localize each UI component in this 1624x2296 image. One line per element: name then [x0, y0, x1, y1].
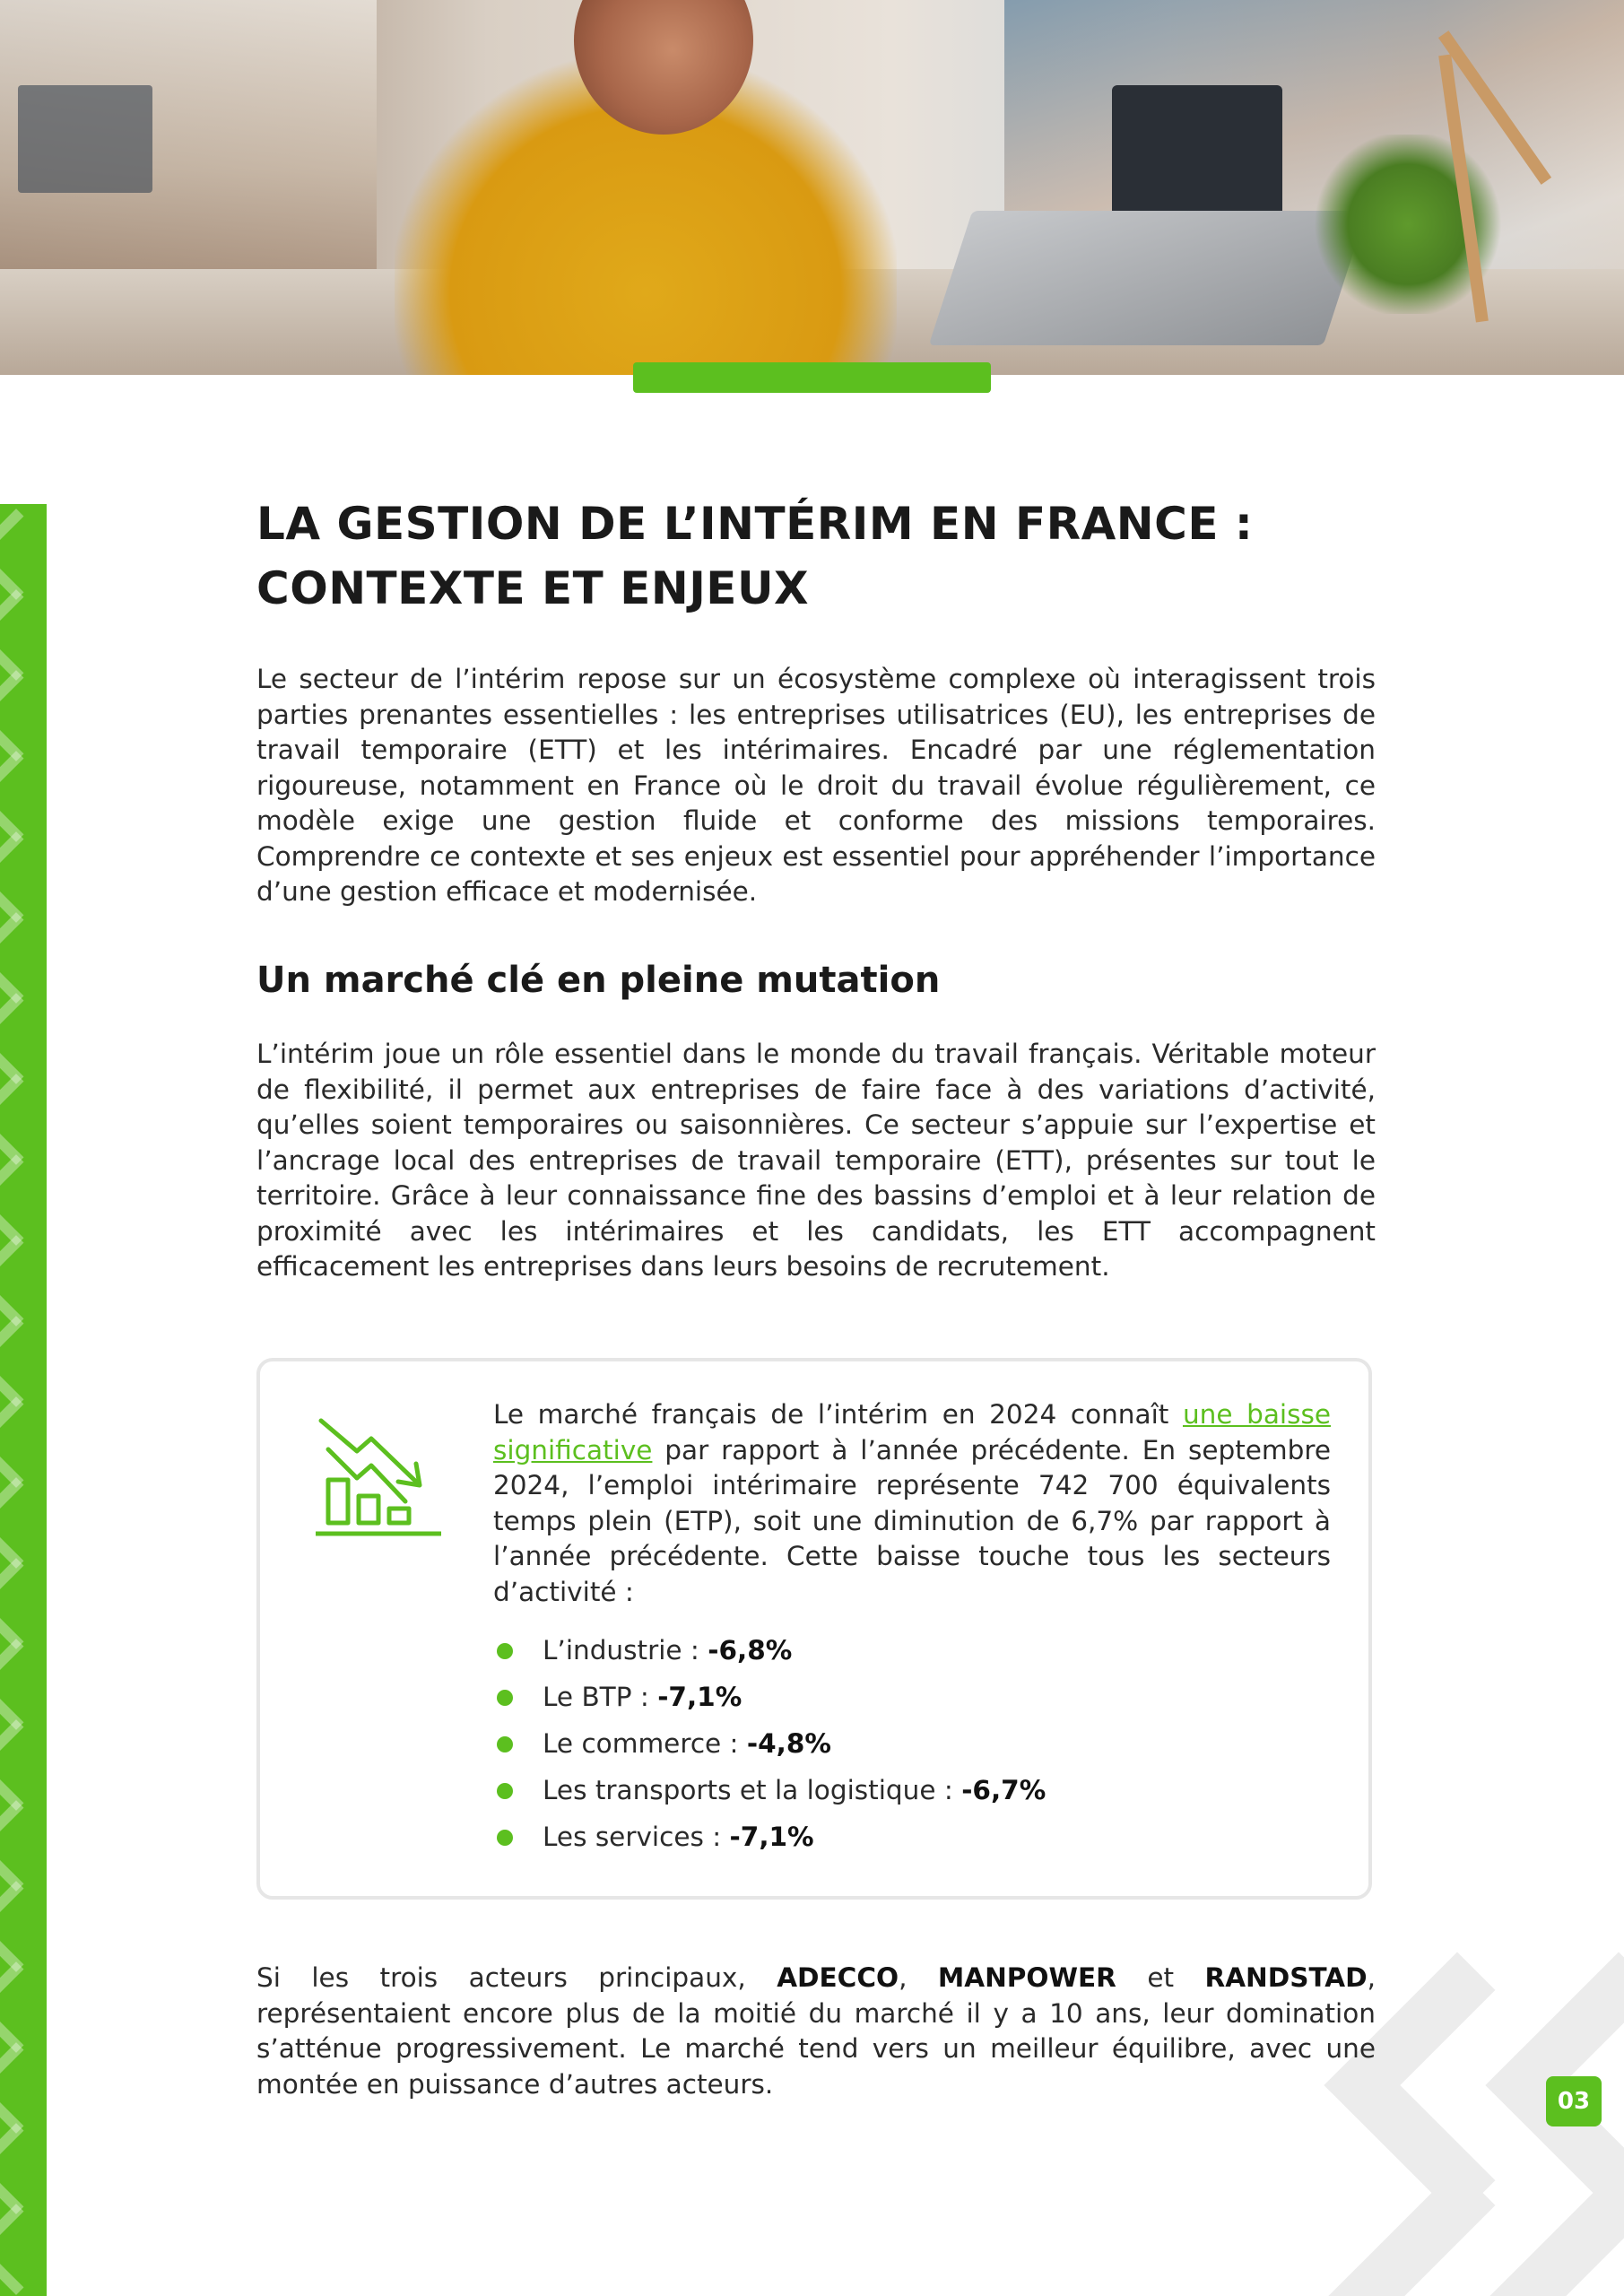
separator: , — [899, 1962, 938, 1993]
page-title — [256, 491, 1333, 621]
sector-label: Les services : — [543, 1822, 730, 1852]
players-text-body: , représentaient encore plus de la moitié du marché il y a 10 ans, leur domination s’atténue progressivement. Le marché tend vers un meilleur équilibre, avec une montée en puissance d’autres acteurs. — [256, 1962, 1376, 2100]
brand-adecco: ADECCO — [777, 1962, 899, 1993]
list-item — [493, 1720, 1046, 1767]
list-item — [493, 1767, 1046, 1813]
sector-value: -6,8% — [708, 1635, 793, 1665]
page-title-line1: LA GESTION DE L’INTÉRIM EN FRANCE : — [256, 498, 1254, 550]
bullet-icon — [497, 1643, 513, 1659]
chevron-icon — [0, 1719, 47, 1811]
callout-text-body: par rapport à l’année précédente. En septembre 2024, l’emploi intérimaire représente 742 700 équivalents temps plein (ETP), soit une diminution de 6,7% par rapport à l’année précédente. Cette baisse touche tous les secteurs d’activité : — [493, 1434, 1331, 1607]
chevron-icon — [0, 1881, 47, 1972]
chevron-icon — [0, 1154, 47, 1246]
chevron-icon — [0, 831, 47, 923]
chevron-icon — [0, 589, 47, 681]
background-monitor — [18, 85, 152, 193]
statistics-callout — [256, 1358, 1372, 1900]
chevron-icon — [0, 2123, 47, 2214]
hero-photo — [0, 0, 1624, 375]
market-paragraph: L’intérim joue un rôle essentiel dans le monde du travail français. Véritable moteur de flexibilité, il permet aux entreprises de faire face à des variations d’activité, qu’elles soient temporaires ou saisonnières. Ce secteur s’appuie sur l’expertise et l’ancrage local des entreprises de travail temporaire (ETT), présentes sur tout le territoire. Grâce à leur connaissance fine des bassins d’emploi et à leur relation de proximité avec les intérimaires et les candidats, les ETT accompagnent efficacement les entreprises dans leurs besoins de recrutement. — [256, 1039, 1376, 1282]
brand-manpower: MANPOWER — [937, 1962, 1116, 1993]
chevron-icon — [0, 1235, 47, 1326]
page-title-line2: CONTEXTE ET ENJEUX — [256, 562, 810, 614]
players-text-intro: Si les trois acteurs principaux, — [256, 1962, 777, 1993]
desk-monitor — [1112, 85, 1282, 220]
list-item — [493, 1627, 1046, 1674]
chevron-icon — [0, 1800, 47, 1892]
chevron-icon — [0, 751, 47, 842]
chevron-icon — [0, 1639, 47, 1730]
chevron-icon — [0, 509, 47, 600]
chevron-icon — [0, 2042, 47, 2134]
chevron-icon — [0, 1558, 47, 1649]
sector-label: L’industrie : — [543, 1635, 708, 1665]
list-item — [493, 1674, 1046, 1720]
chevron-icon — [0, 993, 47, 1084]
declining-chart-icon — [316, 1408, 441, 1543]
chevron-icon — [0, 670, 47, 761]
brand-randstad: RANDSTAD — [1204, 1962, 1368, 1993]
chevron-icon — [0, 1316, 47, 1407]
left-decorative-stripe — [0, 504, 47, 2296]
sector-value: -7,1% — [657, 1682, 743, 1712]
laptop — [929, 211, 1368, 345]
sector-value: -4,8% — [746, 1728, 831, 1759]
callout-text — [493, 1397, 1331, 1610]
bullet-icon — [497, 1736, 513, 1752]
chevron-icon — [0, 912, 47, 1004]
chevron-icon — [0, 1477, 47, 1569]
chevron-icon — [0, 1396, 47, 1488]
section-subtitle: Un marché clé en pleine mutation — [256, 960, 941, 1001]
page-number: 03 — [1546, 2076, 1602, 2126]
separator: et — [1116, 1962, 1205, 1993]
sector-label: Le commerce : — [543, 1728, 747, 1759]
chevron-icon — [0, 1961, 47, 2053]
bullet-icon — [497, 1783, 513, 1799]
sector-list — [493, 1627, 1046, 1860]
callout-text-intro: Le marché français de l’intérim en 2024 connaît — [493, 1399, 1183, 1430]
sector-value: -6,7% — [961, 1775, 1046, 1805]
sector-value: -7,1% — [729, 1822, 814, 1852]
chevron-icon — [0, 1074, 47, 1165]
sector-label: Les transports et la logistique : — [543, 1775, 962, 1805]
bullet-icon — [497, 1830, 513, 1846]
baisse-significative-link[interactable]: une baisse significative — [493, 1399, 1332, 1465]
hero-accent-bar — [633, 362, 991, 393]
list-item — [493, 1813, 1046, 1860]
intro-paragraph: Le secteur de l’intérim repose sur un écosystème complexe où interagissent trois parties prenantes essentielles : les entreprises utilisatrices (EU), les entreprises de travail temporaire (ETT) et les intérimaires. Encadré par une réglementation rigoureuse, notamment en France où le droit du travail évolue régulièrement, ce modèle exige une gestion fluide et conforme des missions temporaires. Comprendre ce contexte et ses enjeux est essentiel pour appréhender l’importance d’une gestion efficace et modernisée. — [256, 664, 1376, 907]
sector-label: Le BTP : — [543, 1682, 658, 1712]
bullet-icon — [497, 1690, 513, 1706]
market-players-paragraph — [256, 1961, 1376, 2102]
chevron-icon — [0, 2204, 47, 2295]
